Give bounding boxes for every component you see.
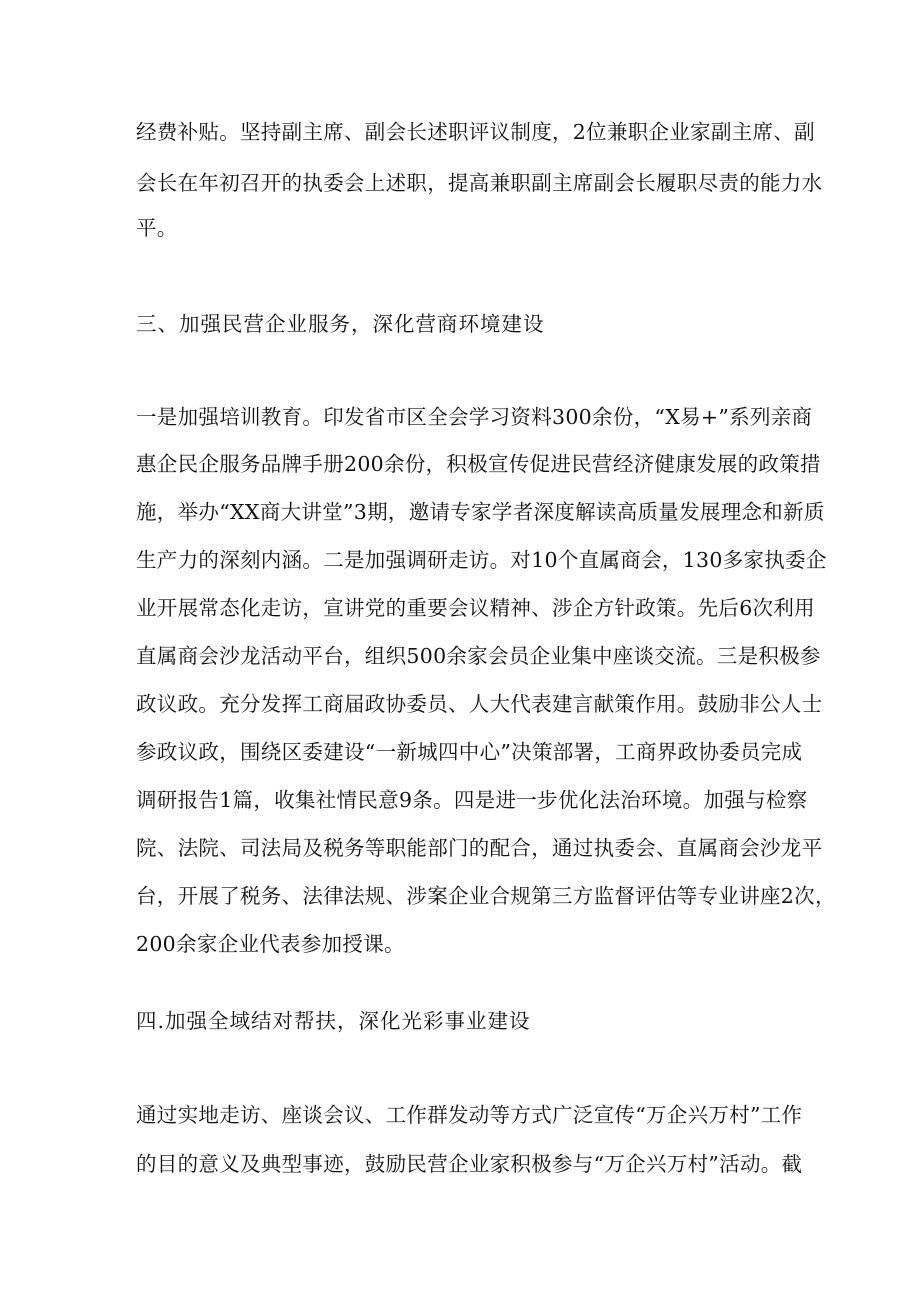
paragraph-line: 通过实地走访、座谈会议、工作群发动等方式广泛宣传“万企兴万村”工作 xyxy=(136,1103,803,1127)
paragraph-line: 经费补贴。坚持副主席、副会长述职评议制度，2位兼职企业家副主席、副 xyxy=(136,120,815,144)
paragraph-line: 200余家企业代表参加授课。 xyxy=(136,932,405,956)
paragraph-line: 平。 xyxy=(136,216,178,240)
paragraph-line: 参政议政，围绕区委建设“一新城四中心”决策部署，工商界政协委员完成 xyxy=(136,740,803,764)
section-heading: 三、加强民营企业服务，深化营商环境建设 xyxy=(136,312,545,336)
paragraph-line: 调研报告1篇，收集社情民意9条。四是进一步优化法治环境。加强与检察 xyxy=(136,788,808,812)
paragraph-line: 政议政。充分发挥工商届政协委员、人大代表建言献策作用。鼓励非公人士 xyxy=(136,692,823,716)
paragraph-line: 施，举办“XX商大讲堂”3期，邀请专家学者深度解读高质量发展理念和新质 xyxy=(136,500,825,524)
paragraph-line: 惠企民企服务品牌手册200余份，积极宣传促进民营经济健康发展的政策措 xyxy=(136,452,821,476)
paragraph-line: 生产力的深刻内涵。二是加强调研走访。对10个直属商会，130多家执委企 xyxy=(136,548,827,572)
paragraph-line: 的目的意义及典型事迹，鼓励民营企业家积极参与“万企兴万村”活动。截 xyxy=(136,1152,803,1176)
paragraph-line: 业开展常态化走访，宣讲党的重要会议精神、涉企方针政策。先后6次利用 xyxy=(136,596,815,620)
paragraph-line: 直属商会沙龙活动平台，组织500余家会员企业集中座谈交流。三是积极参 xyxy=(136,644,821,668)
paragraph-line: 院、法院、司法局及税务等职能部门的配合，通过执委会、直属商会沙龙平 xyxy=(136,836,823,860)
paragraph-line: 台，开展了税务、法律法规、涉案企业合规第三方监督评估等专业讲座2次， xyxy=(136,884,836,908)
paragraph-line: 一是加强培训教育。印发省市区全会学习资料300余份，“X易+”系列亲商 xyxy=(136,405,813,429)
section-heading: 四.加强全域结对帮扶，深化光彩事业建设 xyxy=(136,1009,531,1033)
paragraph-line: 会长在年初召开的执委会上述职，提高兼职副主席副会长履职尽责的能力水 xyxy=(136,171,823,195)
